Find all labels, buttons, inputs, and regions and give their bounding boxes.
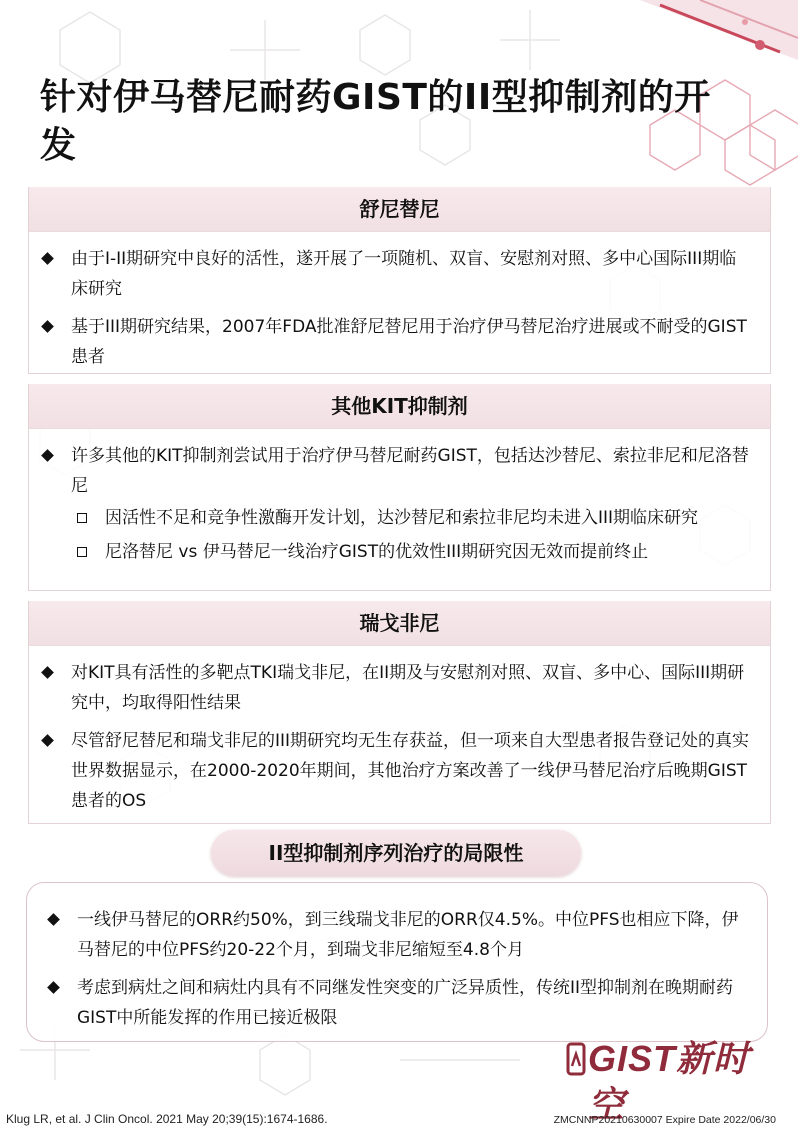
diamond-bullet-icon <box>41 449 54 462</box>
bullet-item <box>47 973 749 1033</box>
section-regorafenib <box>28 601 771 824</box>
section-other-kit-inhibitors <box>28 384 771 591</box>
sub-bullet-text: 尼洛替尼 vs 伊马替尼一线治疗GIST的优效性III期研究因无效而提前终止 <box>105 542 649 562</box>
bullet-item <box>41 312 752 372</box>
square-bullet-icon <box>77 513 87 523</box>
bullet-text: 考虑到病灶之间和病灶内具有不同继发性突变的广泛异质性，传统II型抑制剂在晚期耐药GIST中所能发挥的作用已接近极限 <box>77 978 734 1028</box>
diamond-bullet-icon <box>41 320 54 333</box>
diamond-bullet-icon <box>41 666 54 679</box>
section-header: 其他KIT抑制剂 <box>29 384 770 429</box>
diamond-bullet-icon <box>41 252 54 265</box>
logo-text: GIST新时空 <box>588 1038 751 1125</box>
bullet-item <box>41 244 752 304</box>
sub-bullet-item <box>41 537 752 567</box>
diamond-bullet-icon <box>41 734 54 747</box>
sub-bullet-text: 因活性不足和竞争性激酶开发计划，达沙替尼和索拉非尼均未进入III期临床研究 <box>105 508 699 528</box>
bullet-text: 对KIT具有活性的多靶点TKI瑞戈非尼，在II期及与安慰剂对照、双盲、多中心、国际III期研究中，均取得阳性结果 <box>71 663 745 713</box>
limitation-header-pill: II型抑制剂序列治疗的局限性 <box>211 830 581 876</box>
bullet-item <box>41 726 752 816</box>
section-header: 舒尼替尼 <box>29 187 770 232</box>
citation: Klug LR, et al. J Clin Oncol. 2021 May 20;39(15):1674-1686. <box>6 1112 328 1126</box>
square-bullet-icon <box>77 547 87 557</box>
sub-bullet-item <box>41 503 752 533</box>
bullet-item <box>47 905 749 965</box>
diamond-bullet-icon <box>47 913 60 926</box>
bullet-item <box>41 441 752 501</box>
bullet-text: 许多其他的KIT抑制剂尝试用于治疗伊马替尼耐药GIST，包括达沙替尼、索拉非尼和尼洛替尼 <box>71 446 749 496</box>
limitation-box <box>26 882 768 1042</box>
diamond-bullet-icon <box>47 981 60 994</box>
bullet-text: 由于I-II期研究中良好的活性，遂开展了一项随机、双盲、安慰剂对照、多中心国际III期临床研究 <box>71 249 737 299</box>
bullet-item <box>41 658 752 718</box>
bullet-text: 基于III期研究结果，2007年FDA批准舒尼替尼用于治疗伊马替尼治疗进展或不耐受的GIST患者 <box>71 317 747 367</box>
bullet-text: 一线伊马替尼的ORR约50%，到三线瑞戈非尼的ORR仅4.5%。中位PFS也相应下降，伊马替尼的中位PFS约20-22个月，到瑞戈非尼缩短至4.8个月 <box>77 910 739 960</box>
gist-logo-mark-icon <box>566 1036 588 1082</box>
bullet-text: 尽管舒尼替尼和瑞戈非尼的III期研究均无生存获益，但一项来自大型患者报告登记处的真实世界数据显示，在2000-2020年期间，其他治疗方案改善了一线伊马替尼治疗后晚期GIST患者的OS <box>71 731 750 811</box>
section-sunitinib <box>28 187 771 374</box>
document-code: ZMCNNP20210630007 Expire Date 2022/06/30 <box>553 1114 776 1126</box>
slide-title: 针对伊马替尼耐药GIST的II型抑制剂的开发 <box>40 77 711 166</box>
section-header: 瑞戈非尼 <box>29 601 770 646</box>
